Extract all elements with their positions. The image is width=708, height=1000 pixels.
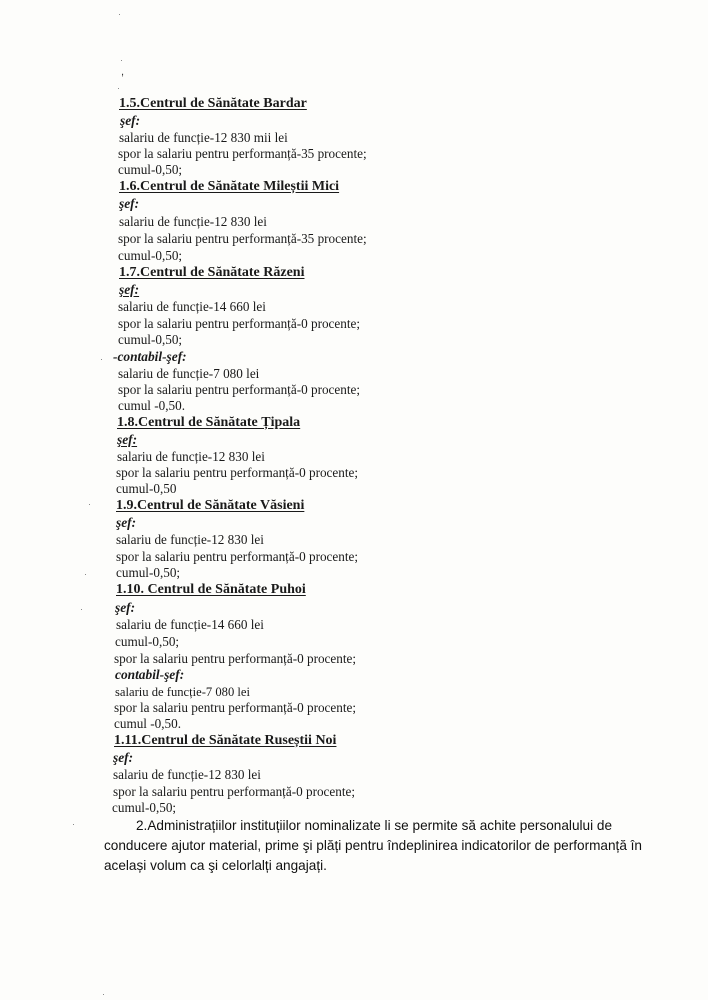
bonus-line: spor la salariu pentru performanță-35 procente; xyxy=(118,231,367,246)
bonus-line: spor la salariu pentru performanță-35 procente; xyxy=(118,146,367,161)
cumul-line: cumul-0,50; xyxy=(118,332,183,347)
salary-line: salariu de funcție-12 830 mii lei xyxy=(119,130,288,145)
bonus-line: spor la salariu pentru performanță-0 procente; xyxy=(116,465,359,480)
role-label-contabil-sef: -contabil-şef: xyxy=(113,349,187,364)
salary-line: salariu de funcție-7 080 lei xyxy=(118,366,260,381)
cumul-line: cumul-0,50; xyxy=(115,634,180,649)
bonus-line: spor la salariu pentru performanță-0 procente; xyxy=(118,316,361,331)
salary-line: salariu de funcție-14 660 lei xyxy=(116,617,264,632)
scan-speck: · xyxy=(72,819,75,829)
scan-speck: · xyxy=(117,83,120,93)
scan-speck: · xyxy=(102,989,105,999)
role-label-sef: şef: xyxy=(113,750,134,765)
bonus-line: spor la salariu pentru performanță-0 procente; xyxy=(113,784,356,799)
role-label-sef: şef: xyxy=(119,282,140,297)
section-heading-vasieni: 1.9.Centrul de Sănătate Văsieni xyxy=(116,498,305,513)
role-label-contabil-sef: contabil-şef: xyxy=(115,667,185,682)
salary-line: salariu de funcție-12 830 lei xyxy=(113,767,261,782)
scan-speck: · xyxy=(100,354,103,364)
salary-line: salariu de funcție-14 660 lei xyxy=(118,299,266,314)
scan-speck: · xyxy=(88,499,91,509)
cumul-line: cumul -0,50. xyxy=(118,398,186,413)
scan-speck: · xyxy=(120,55,123,65)
scan-speck: , xyxy=(121,66,125,78)
scan-speck: · xyxy=(118,9,121,19)
bonus-line: spor la salariu pentru performanță-0 procente; xyxy=(116,549,359,564)
section-heading-tipala: 1.8.Centrul de Sănătate Țipala xyxy=(117,415,301,430)
scan-speck: · xyxy=(80,604,83,614)
section-heading-puhoi: 1.10. Centrul de Sănătate Puhoi xyxy=(116,582,306,597)
cumul-line: cumul-0,50; xyxy=(112,800,177,815)
salary-line: salariu de funcție-7 080 lei xyxy=(115,685,250,699)
role-label-sef: şef: xyxy=(117,432,138,447)
bonus-line: spor la salariu pentru performanță-0 procente; xyxy=(114,651,357,666)
section-heading-razeni: 1.7.Centrul de Sănătate Răzeni xyxy=(119,265,305,280)
scan-speck: · xyxy=(84,569,87,579)
cumul-line: cumul-0,50; xyxy=(116,565,181,580)
salary-line: salariu de funcție-12 830 lei xyxy=(116,532,264,547)
cumul-line: cumul-0,50 xyxy=(116,481,177,496)
bonus-line: spor la salariu pentru performanță-0 procente; xyxy=(118,382,361,397)
role-label-sef: şef: xyxy=(119,196,140,211)
salary-line: salariu de funcție-12 830 lei xyxy=(117,449,265,464)
bonus-line: spor la salariu pentru performanță-0 procente; xyxy=(114,700,357,715)
role-label-sef: şef: xyxy=(115,600,136,615)
closing-paragraph: 2.Administrațiilor instituțiilor nominalizate li se permite să achite personalului de conducere ajutor material, prime şi plăți pentru îndeplinirea indicatorilor de performanță în același volum ca şi celorlalți angajați. xyxy=(104,818,642,873)
section-heading-rusestii-noi: 1.11.Centrul de Sănătate Ruseștii Noi xyxy=(114,733,337,748)
salary-line: salariu de funcție-12 830 lei xyxy=(119,214,267,229)
cumul-line: cumul-0,50; xyxy=(118,162,183,177)
cumul-line: cumul-0,50; xyxy=(118,248,183,263)
role-label-sef: şef: xyxy=(120,113,141,128)
section-heading-milestii-mici: 1.6.Centrul de Sănătate Mileștii Mici xyxy=(119,179,340,194)
section-heading-bardar: 1.5.Centrul de Sănătate Bardar xyxy=(119,96,307,111)
role-label-sef: şef: xyxy=(116,515,137,530)
cumul-line: cumul -0,50. xyxy=(114,716,182,731)
